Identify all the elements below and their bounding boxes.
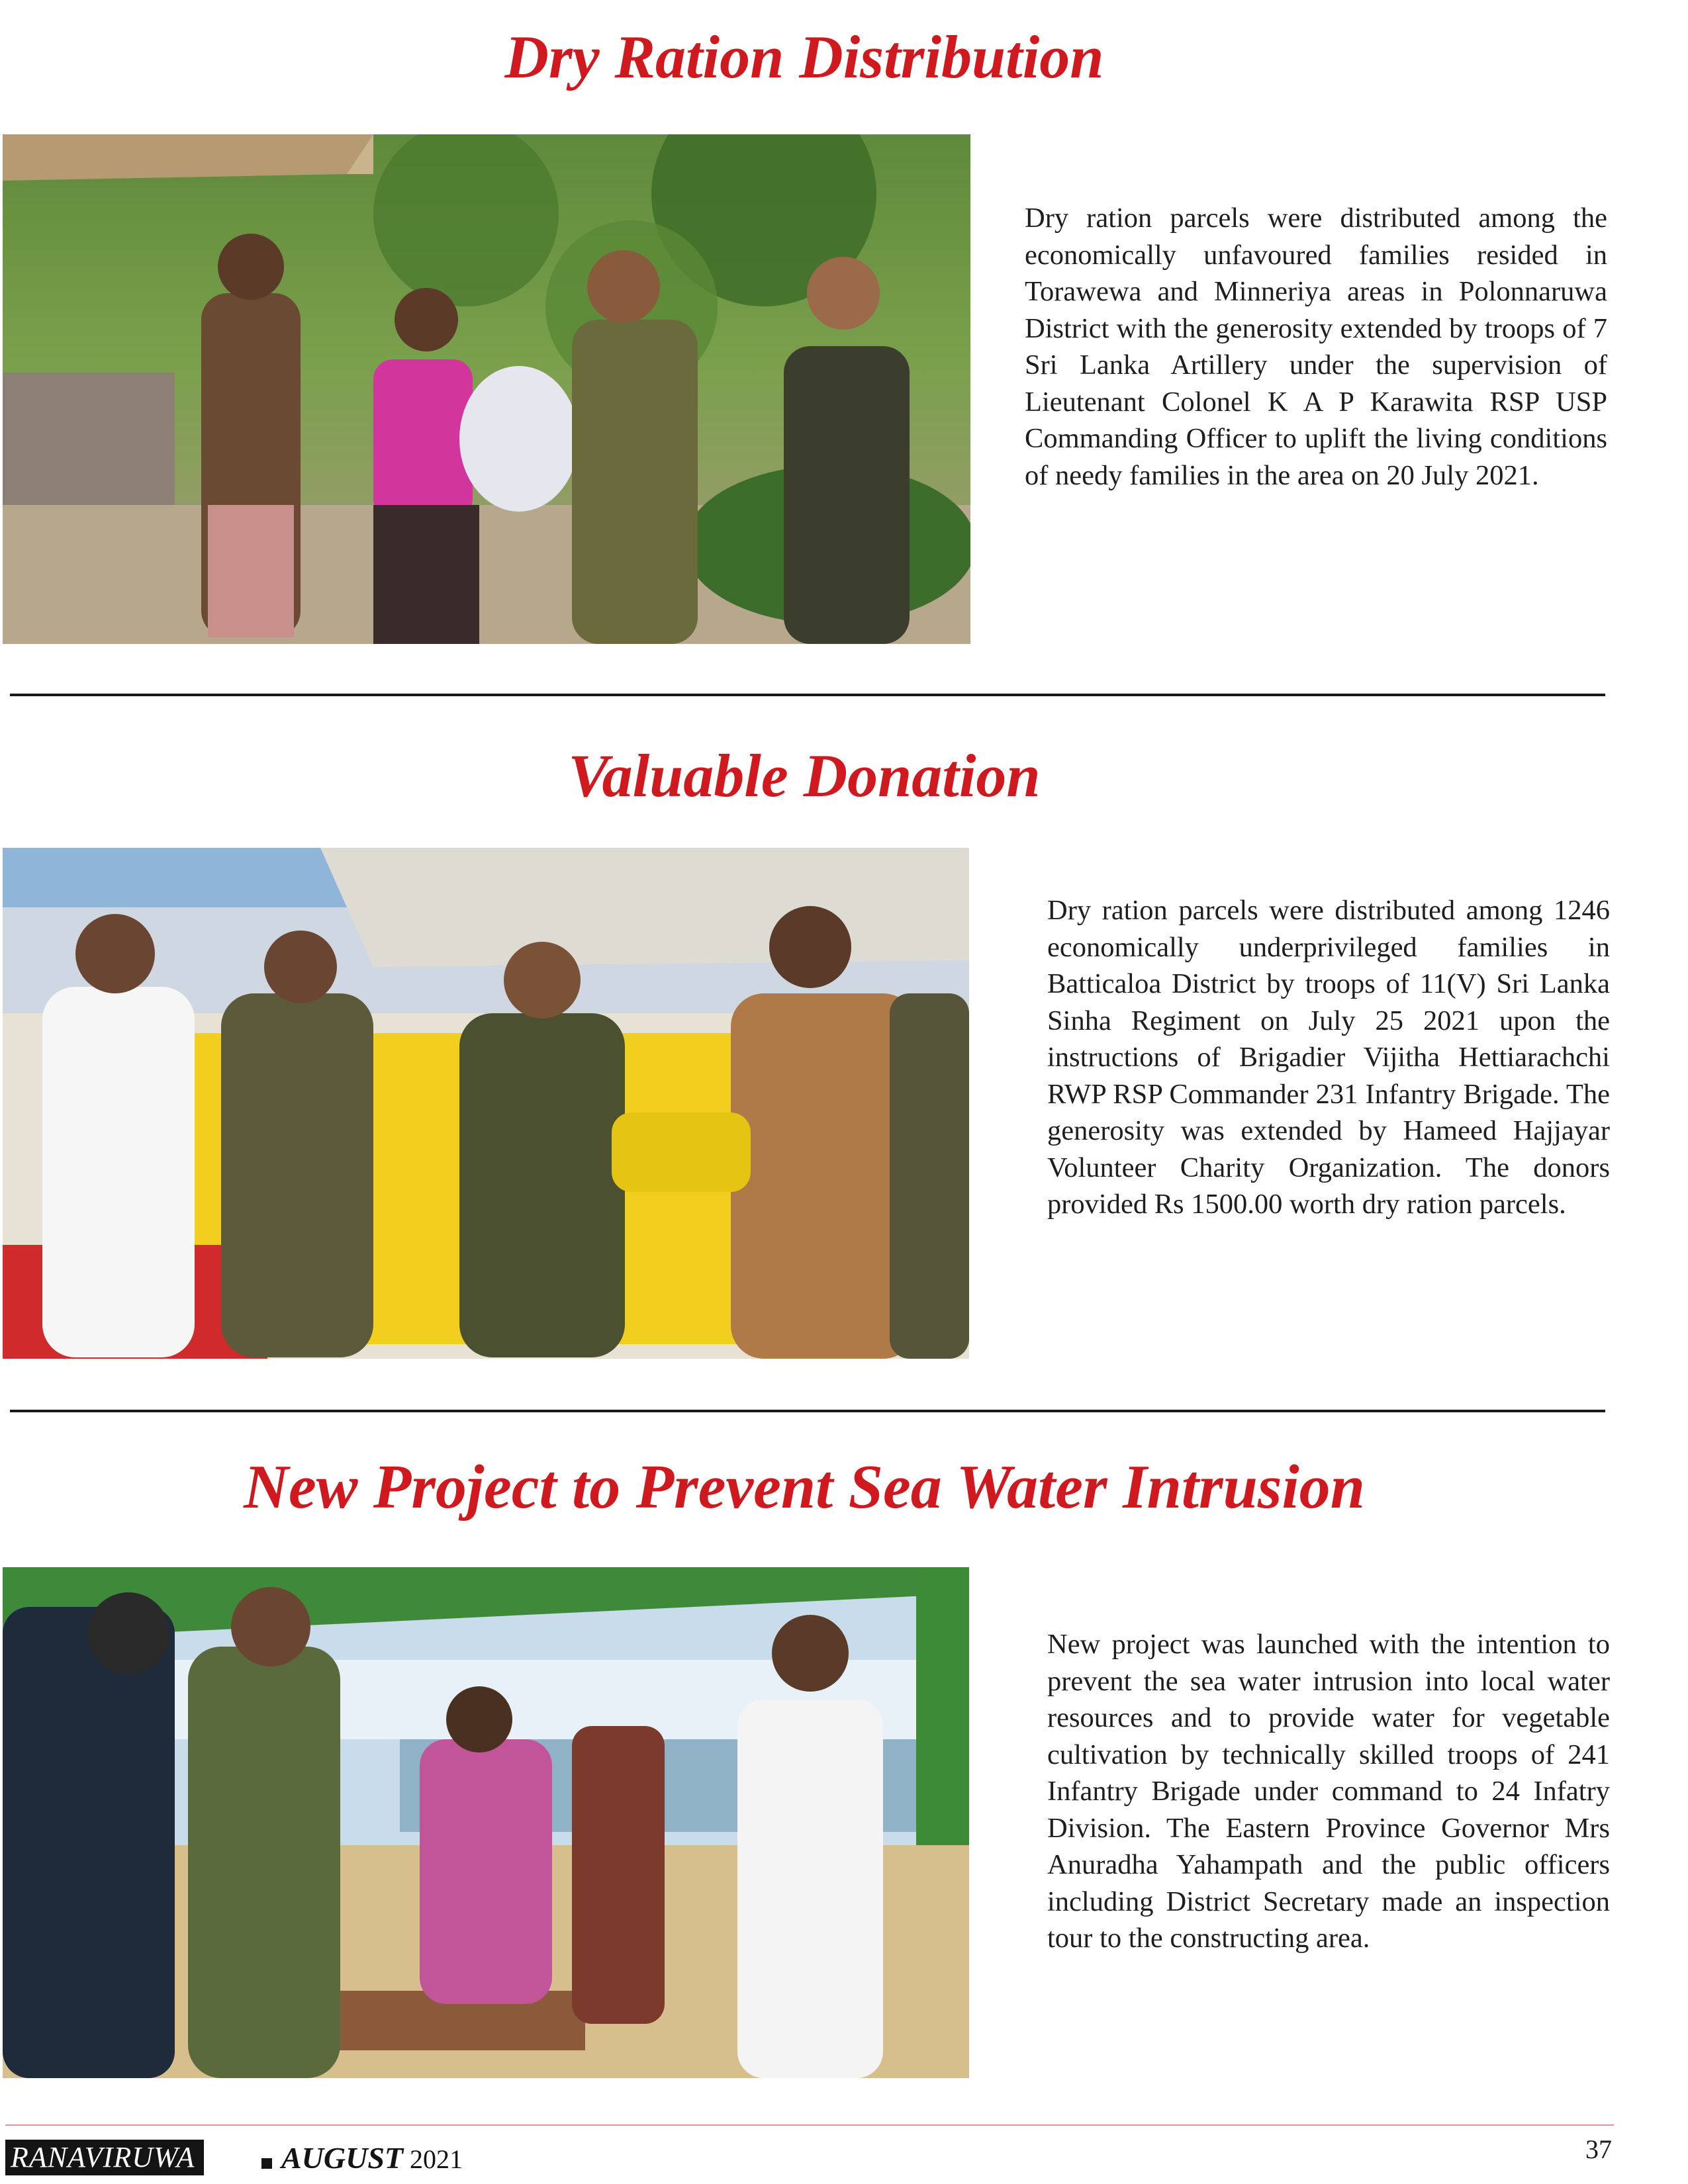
article-2-title: Valuable Donation: [568, 742, 1041, 809]
footer-divider: [5, 2124, 1614, 2126]
article-1-body: Dry ration parcels were distributed among the economically unfavoured families resided in Torawewa and Minneriya areas in Polonnaruwa District with the generosity extended by troops of 7 Sri Lanka Artillery under the supervision of Lieutenant Colonel K A P Karawita RSP USP Commanding Officer to uplift the living conditions of needy families in the area on 20 July 2021.: [1025, 203, 1607, 491]
magazine-name: RANAVIRUWA: [5, 2140, 204, 2175]
article-3-body: New project was launched with the intention to prevent the sea water intrusion into local water resources and to provide water for vegetable cultivation by technically skilled troops of 241 Infantry Brigade under command to 24 Infatry Division. The Eastern Province Governor Mrs Anuradha Yahampath and the public officers including District Secretary made an inspection tour to the constructing area.: [1047, 1629, 1610, 1954]
page-number: 37: [1585, 2134, 1612, 2164]
article-2-body: Dry ration parcels were distributed among 1246 economically underprivileged families in Batticaloa District by troops of 11(V) Sri Lanka Sinha Regiment on July 25 2021 upon the instructions of Brigadier Vijitha Hettiarachchi RWP RSP Commander 231 Infantry Brigade. The generosity was extended by Hameed Hajjayar Volunteer Charity Organization. The donors provided Rs 1500.00 worth dry ration parcels.: [1047, 895, 1610, 1220]
section-divider: [10, 694, 1605, 696]
bullet-icon: [261, 2158, 272, 2169]
section-divider: [10, 1410, 1605, 1412]
article-3-title: New Project to Prevent Sea Water Intrusion: [244, 1453, 1365, 1522]
article-3-photo: [3, 1567, 969, 2078]
article-1-title: Dry Ration Distribution: [504, 23, 1104, 91]
article-1-photo: [3, 134, 970, 644]
article-2-photo: [3, 848, 969, 1359]
issue-year: 2021: [410, 2144, 463, 2174]
issue-date: [261, 2140, 463, 2176]
issue-month: AUGUST: [281, 2141, 404, 2175]
